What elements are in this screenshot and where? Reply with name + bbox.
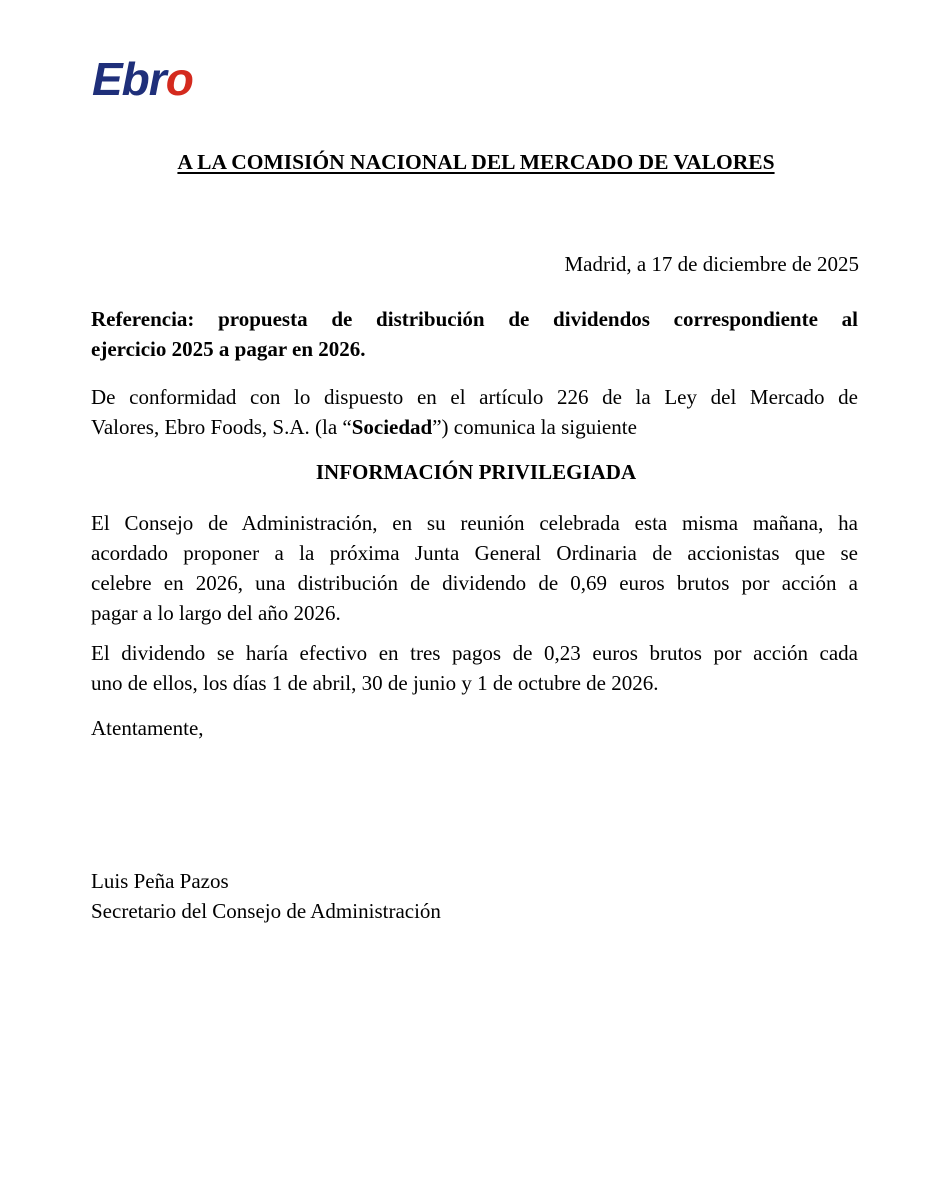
logo-text-accent: o: [165, 53, 193, 105]
reference-paragraph: [91, 304, 858, 364]
body-line: pagar a lo largo del año 2026.: [91, 601, 341, 625]
body-paragraph-1: [91, 508, 858, 628]
intro-paragraph: [91, 382, 858, 442]
intro-line: [91, 412, 858, 442]
body-line: El Consejo de Administración, en su reunión celebrada esta misma mañana, ha: [91, 511, 858, 535]
body-line: celebre en 2026, una distribución de dividendo de 0,69 euros brutos por acción a: [91, 571, 858, 595]
signer-name: Luis Peña Pazos: [91, 869, 229, 893]
reference-line: Referencia: propuesta de distribución de dividendos correspondiente al: [91, 307, 858, 331]
section-heading: INFORMACIÓN PRIVILEGIADA: [315, 460, 637, 484]
document-title: A LA COMISIÓN NACIONAL DEL MERCADO DE VALORES: [177, 150, 775, 174]
body-paragraph-2: [91, 638, 858, 698]
signer-role: Secretario del Consejo de Administración: [91, 899, 441, 923]
intro-text-after: ”) comunica la siguiente: [432, 415, 637, 439]
closing-salutation: Atentamente,: [91, 716, 204, 740]
intro-text-before: Valores, Ebro Foods, S.A. (la “: [91, 415, 352, 439]
intro-line: De conformidad con lo dispuesto en el artículo 226 de la Ley del Mercado de: [91, 385, 858, 409]
date-line: Madrid, a 17 de diciembre de 2025: [564, 252, 859, 276]
signature-block: [91, 866, 441, 926]
reference-line: ejercicio 2025 a pagar en 2026.: [91, 337, 366, 361]
intro-defined-term: Sociedad: [351, 415, 433, 439]
body-line: uno de ellos, los días 1 de abril, 30 de junio y 1 de octubre de 2026.: [91, 671, 659, 695]
ebro-logo: [92, 53, 193, 105]
body-line: acordado proponer a la próxima Junta General Ordinaria de accionistas que se: [91, 541, 858, 565]
body-line: El dividendo se haría efectivo en tres pagos de 0,23 euros brutos por acción cada: [91, 641, 858, 665]
logo-text-main: Ebr: [92, 53, 166, 105]
